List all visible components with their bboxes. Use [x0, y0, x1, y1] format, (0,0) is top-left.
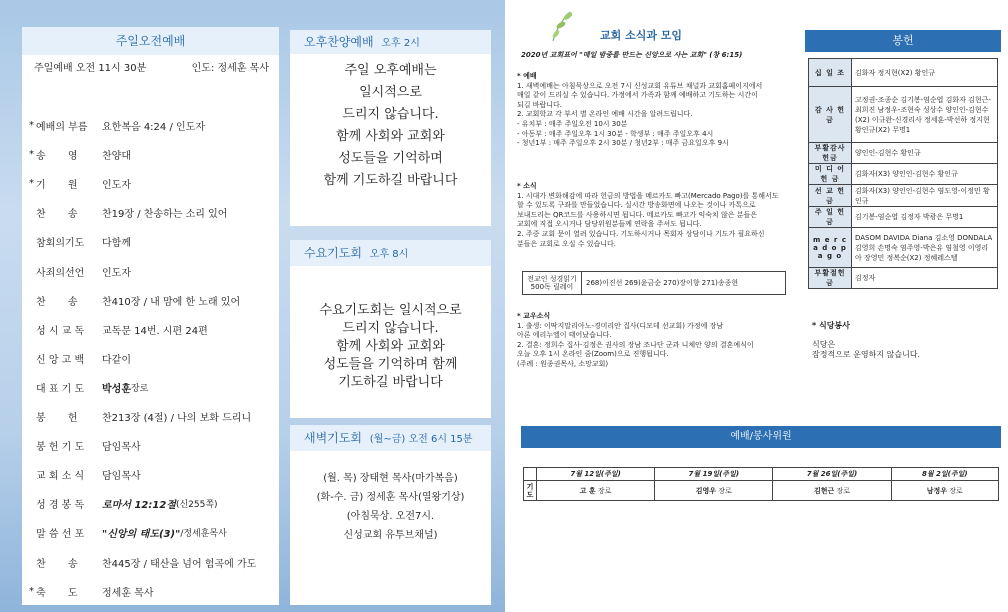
required-mark: *	[29, 149, 34, 161]
bible-reading-label: 전교인 성경읽기 500독 릴레이	[523, 272, 582, 294]
dawn-prayer-time: (월~금) 오전 6시 15분	[369, 434, 473, 445]
duty-suffix: 장로	[718, 486, 732, 495]
duty-suffix: 장로	[836, 486, 850, 495]
required-mark: *	[29, 585, 34, 597]
afternoon-worship-message	[290, 60, 491, 192]
duty-name: 고 훈	[579, 486, 596, 495]
offering-donors: 김정자	[852, 268, 998, 289]
order-item-label: 신 앙 고 백	[36, 354, 85, 366]
order-item-value: 찬19장 / 찬송하는 소리 있어	[102, 209, 228, 221]
order-item-label: 송 영	[36, 151, 78, 163]
order-item	[29, 118, 205, 133]
required-mark: *	[29, 120, 34, 131]
order-item-value: 다함께	[102, 238, 131, 250]
dawn-prayer-title: 새벽기도회	[304, 431, 362, 445]
dawn-prayer-message	[290, 469, 491, 545]
duty-header: 예배/봉사위원	[521, 426, 1001, 448]
wednesday-prayer-time: 오후 8시	[369, 249, 409, 260]
offering-row	[809, 87, 998, 143]
order-item	[29, 147, 131, 162]
dawn-prayer-header	[290, 425, 491, 451]
duty-prayer-row	[524, 481, 999, 501]
message-line: (월. 목) 장태현 목사(마가복음)	[323, 473, 458, 484]
message-line: 성도들을 기억하며 함께	[323, 357, 458, 372]
order-item-value: 찬213장 (4절) / 나의 보화 드리니	[102, 413, 252, 424]
leaf-decoration	[548, 10, 574, 42]
morning-worship-title: 주일오전예배	[22, 27, 279, 55]
order-item-label: 찬 송	[36, 209, 78, 221]
duty-cell	[655, 481, 773, 501]
offering-row	[809, 59, 998, 87]
order-item	[29, 525, 227, 540]
duty-date: 7월 26일(주일)	[773, 468, 891, 481]
order-item-suffix: 장로	[130, 383, 149, 394]
order-item	[29, 264, 131, 279]
dawn-prayer-panel	[290, 425, 491, 605]
offering-row	[809, 207, 998, 228]
message-line: 드리지 않습니다.	[342, 107, 439, 122]
offering-donors: 양인인-김현수 황인규	[852, 143, 998, 164]
offering-label: 주 일 헌 금	[809, 207, 852, 228]
offering-row	[809, 228, 998, 268]
duty-date: 7월 12일(주일)	[537, 468, 655, 481]
duty-row-label: 기도	[524, 481, 537, 501]
offering-row	[809, 185, 998, 207]
order-item	[29, 584, 153, 599]
message-line: (아침묵상. 오전7시.	[346, 511, 435, 522]
offering-row	[809, 143, 998, 164]
news-line: 2. 결혼: 정희수 집사-김정은 권사의 장남 조나단 군과 니체안 양의 결혼예식이	[517, 340, 754, 349]
message-line: 기도하길 바랍니다	[338, 375, 443, 390]
order-item-label: 성 경 봉 독	[36, 500, 85, 512]
morning-worship-panel	[22, 27, 279, 605]
order-item-label: 찬 송	[36, 296, 78, 308]
duty-cell	[773, 481, 891, 501]
news-line: 매일 같이 드리실 수 있습니다. 가정에서 가족과 함께 예배하고 기도하는 시간이	[517, 91, 758, 100]
member-news-section	[517, 312, 792, 370]
news-line: 할 수 있도록 구좌를 만들었습니다. 실시간 방송화면에 나오는 것이나 카톡으로	[517, 201, 756, 210]
order-item-value: 교독문 14번. 시편 24편	[102, 325, 208, 337]
order-item-value: 박성훈	[102, 383, 131, 395]
order-item	[29, 351, 131, 366]
news-line: 아론 에리누엘이 태어났습니다.	[517, 331, 612, 340]
message-line: (화-수. 금) 정세훈 목사(열왕기상)	[316, 492, 465, 503]
offering-label: 미 디 어 헌 금	[809, 164, 852, 185]
order-item-value: 담임목사	[102, 442, 141, 454]
news-line: 교회에 직접 오시거나 담당위원분들께 연락을 주셔도 됩니다.	[517, 220, 702, 229]
corner-cell	[524, 468, 537, 481]
bible-reading-box	[522, 271, 786, 295]
order-item	[29, 176, 131, 191]
message-line: 주일 오후예배는	[344, 63, 437, 78]
offering-donors: 김화자 정지현(X2) 황인규	[852, 59, 998, 87]
news-line: 분들은 교회로 오실 수 있습니다.	[517, 239, 617, 248]
wednesday-prayer-header	[290, 240, 491, 266]
order-item-label: 기 원	[36, 180, 78, 192]
duty-name: 남정우	[926, 486, 948, 495]
order-item	[29, 409, 251, 424]
news-line: 2. 교회학교 각 부서 별 온라인 예배 시간을 알려드립니다.	[517, 110, 693, 119]
order-item-label: 참회의기도	[36, 238, 85, 250]
wednesday-prayer-message	[290, 302, 491, 392]
order-item	[29, 467, 141, 482]
offering-donors: 김화자(X3) 양인인-김현수 염도영-이정민 황인규	[852, 185, 998, 207]
order-item-value: 찬양대	[102, 151, 131, 163]
duty-date-row	[524, 468, 999, 481]
offering-table	[808, 58, 998, 289]
member-news-heading: * 교우소식	[517, 312, 551, 320]
offering-label: 감 사 헌 금	[809, 87, 852, 143]
order-item	[29, 234, 131, 249]
duty-date: 8월 2일(주일)	[891, 468, 998, 481]
news-line: - 아동부 : 매주 주일오후 1시 30분 - 학생부 : 매주 주일오후 4시	[517, 129, 714, 138]
order-item-value: 인도자	[102, 267, 131, 279]
order-item-label: 축 도	[36, 587, 78, 599]
message-line: 성도들을 기억하며	[338, 151, 443, 166]
order-item-label: 교 회 소 식	[36, 471, 85, 483]
news-line: 보내드리는 QR코드를 사용하시면 됩니다. 메르카도 빠고가 익숙치 않은 분들은	[517, 210, 758, 219]
offering-row	[809, 164, 998, 185]
duty-suffix: 장로	[597, 486, 612, 495]
news-line: 1. 시대가 변화해감에 따라 헌금의 방법을 메르카도 빠고(Mercado Pago)를 통해서도	[517, 191, 779, 200]
offering-donors: 김기봉-염순엽 김정자 박광은 무명1	[852, 207, 998, 228]
order-item	[29, 555, 256, 570]
news-line: 1. 새벽예배는 아침묵상으로 오전 7시 신성교회 유튜브 채널과 교회홈페이지에서	[517, 81, 763, 90]
message-line: 수요기도회는 일시적으로	[319, 303, 462, 318]
offering-label: 선 교 헌 금	[809, 185, 852, 207]
duty-name: 김영우	[695, 486, 717, 495]
order-item-label: 봉 헌	[36, 413, 78, 424]
offering-header: 봉헌	[805, 30, 1001, 52]
duty-cell	[891, 481, 998, 501]
message-line: 함께 사회와 교회와	[336, 339, 445, 354]
offering-donors: DASOM DAVIDA Diana 김소영 DONDALA 김영희 손명숙 염주영-박은유 염철영 이영리아 장영민 정복순(X2) 정혜레스텔	[852, 228, 998, 268]
order-item-value: 인도자	[102, 180, 131, 192]
bible-reading-value: 268)이진선 269)윤금순 270)장이향 271)송종현	[586, 279, 739, 287]
order-item-value: 담임목사	[102, 471, 141, 483]
required-mark: *	[29, 178, 34, 190]
message-line: 신성교회 유투브채널)	[343, 530, 438, 541]
general-news-heading: * 소식	[517, 182, 537, 190]
duty-suffix: 장로	[949, 486, 963, 495]
order-item-value: "신앙의 태도(3)"	[102, 529, 181, 541]
order-item-label: 말 씀 선 포	[36, 529, 85, 541]
morning-worship-time: 주일예배 오전 11시 30분	[34, 63, 147, 74]
afternoon-worship-title: 오후찬양예배	[304, 35, 374, 49]
afternoon-worship-time: 오후 2시	[381, 38, 420, 49]
news-line: 되길 바랍니다.	[517, 100, 563, 109]
meal-service-heading: * 식당봉사	[812, 321, 850, 330]
order-item-value: 정세훈 목사	[102, 587, 154, 599]
offering-donors: 고정권-조종순 김기봉-염순엽 김화자 김현근-최희진 남정우-조현숙 성상수 양인인-김현수(X2) 이규완-신경리사 정세훈-박선하 정지현 황인규(X2) 무명1	[852, 87, 998, 143]
meal-line: 식당은	[812, 340, 836, 349]
order-item-value: 요한복음 4:24 / 인도자	[102, 122, 205, 133]
order-item-suffix: (신255쪽)	[175, 500, 218, 511]
news-line: 2. 주중 교회 문이 열려 있습니다. 기도하시거나 목회자 상담이나 기도가 필요하신	[517, 229, 765, 238]
order-item-label: 성 시 교 독	[36, 325, 85, 337]
church-motto: 2020년 교회표어 "매일 밤중를 만드는 신앙으로 사는 교회" (창 6:15)	[521, 51, 743, 59]
meal-line: 잠정적으로 운영하지 않습니다.	[812, 350, 921, 359]
news-line: - 청년1부 : 매주 주일오후 2시 30분 / 청년2부 : 매주 금요일오후 9시	[517, 139, 729, 148]
wednesday-prayer-panel	[290, 240, 491, 418]
offering-label: 십 일 조	[809, 59, 852, 87]
order-item	[29, 322, 208, 337]
duty-name: 김현근	[813, 486, 835, 495]
news-line: (주례 : 원종권목사, 소망교회)	[517, 359, 609, 368]
offering-label: m e r c a d o p a g o	[809, 228, 852, 268]
duty-date: 7월 19일(주일)	[655, 468, 773, 481]
offering-label: 부활절헌금	[809, 268, 852, 289]
order-item	[29, 205, 227, 220]
offering-label: 부활감사헌금	[809, 143, 852, 164]
duty-cell	[537, 481, 655, 501]
offering-row	[809, 268, 998, 289]
order-item-suffix: /정세훈목사	[180, 529, 227, 540]
order-item-label: 예배의 부름	[36, 122, 88, 133]
morning-worship-leader: 인도: 정세훈 목사	[191, 63, 269, 74]
order-item-label: 봉 헌 기 도	[36, 442, 85, 454]
order-item-label: 사죄의선언	[36, 267, 85, 279]
news-line: - 유치부 : 매주 주일오전 10시 30분	[517, 119, 628, 128]
worship-news-section	[517, 72, 787, 149]
general-news-section	[517, 182, 787, 249]
order-item-label: 대 표 기 도	[36, 383, 85, 395]
order-item	[29, 380, 148, 395]
afternoon-worship-header	[290, 30, 491, 54]
order-item	[29, 293, 240, 308]
order-item	[29, 438, 141, 453]
offering-donors: 김화자(X3) 양인인-김현수 황인규	[852, 164, 998, 185]
order-item-value: 다같이	[102, 354, 131, 366]
worship-news-heading: * 예배	[517, 72, 537, 80]
message-line: 함께 사회와 교회와	[336, 129, 445, 144]
afternoon-worship-panel	[290, 30, 491, 226]
order-item-label: 찬 송	[36, 558, 78, 570]
news-title: 교회 소식과 모임	[600, 29, 683, 42]
duty-table	[523, 467, 999, 501]
order-item-value: 로마서 12:12절	[102, 500, 176, 512]
message-line: 드리지 않습니다.	[342, 321, 439, 336]
order-item-value: 찬410장 / 내 맘에 한 노래 있어	[102, 296, 241, 308]
order-item	[29, 496, 218, 511]
meal-service-text	[812, 340, 920, 360]
wednesday-prayer-title: 수요기도회	[304, 246, 362, 260]
message-line: 함께 기도하길 바랍니다	[323, 173, 458, 188]
order-item-value: 찬445장 / 태산을 넘어 험곡에 가도	[102, 558, 257, 570]
news-line: 오늘 오후 1시 온라인 줌(Zoom)으로 진행됩니다.	[517, 350, 669, 359]
news-line: 1. 출생: 이딱지말리아노-경미리안 집사(디모데 선교회) 가정에 장남	[517, 321, 724, 330]
message-line: 일시적으로	[359, 85, 422, 100]
